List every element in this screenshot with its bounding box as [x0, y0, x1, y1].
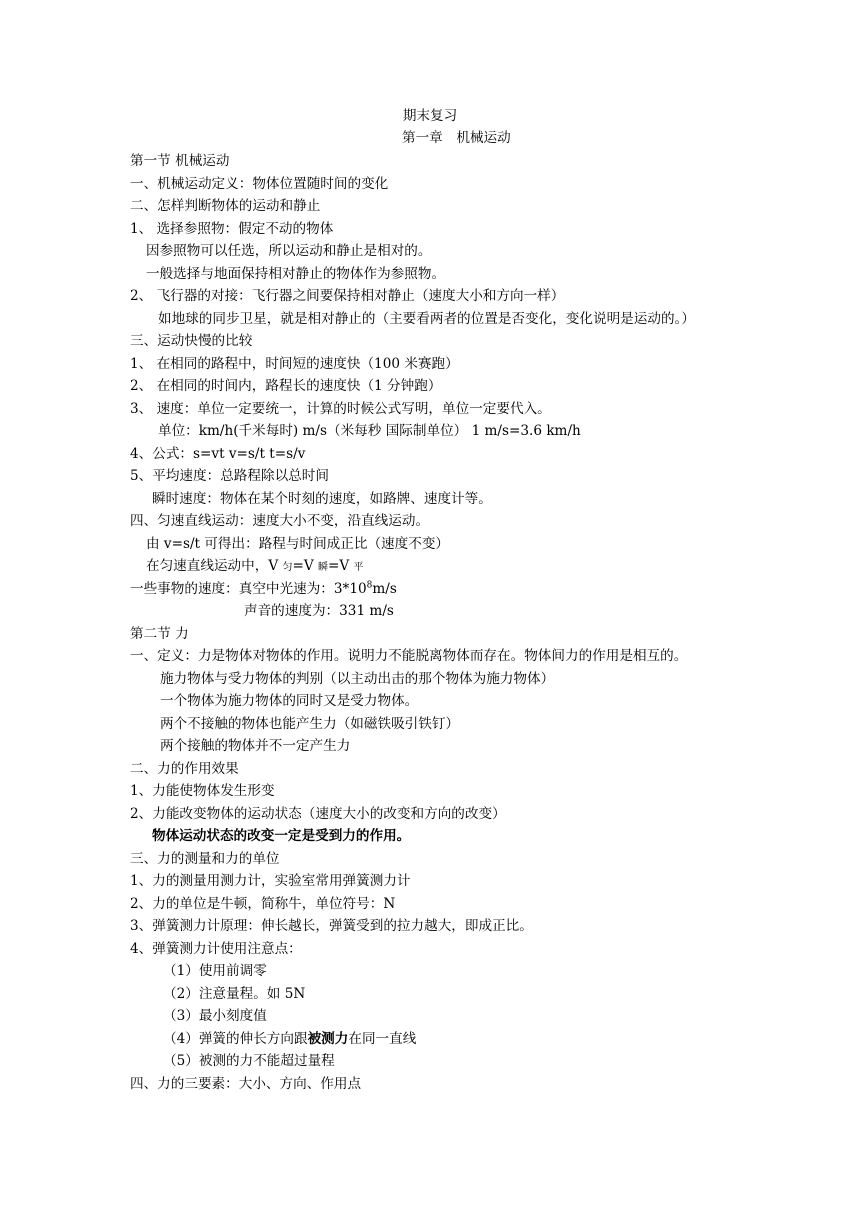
subscript-text: 平	[353, 562, 364, 573]
text-line: 2、力的单位是牛顿，简称牛，单位符号：N	[130, 896, 396, 912]
text-span: m/s	[372, 581, 397, 597]
text-line: 5、平均速度：总路程除以总时间	[130, 468, 329, 484]
text-line: 4、公式：s=vt v=s/t t=s/v	[130, 446, 306, 462]
text-line: 一个物体为施力物体的同时又是受力物体。	[160, 693, 419, 709]
superscript-text: 8	[366, 580, 373, 591]
text-line: 二、怎样判断物体的运动和静止	[130, 198, 321, 214]
list-item: （5）被测的力不能超过量程	[163, 1053, 335, 1069]
text-line: 2、 在相同的时间内，路程长的速度快（1 分钟跑）	[130, 378, 442, 394]
list-item	[163, 1029, 416, 1049]
text-line: 瞬时速度：物体在某个时刻的速度，如路牌、速度计等。	[152, 491, 492, 507]
text-line: 单位：km/h(千米每时) m/s（米每秒 国际制单位） 1 m/s=3.6 km/h	[158, 423, 581, 439]
section-heading-2: 第二节 力	[130, 626, 189, 642]
bold-text-span: 被测力	[307, 1031, 349, 1047]
subscript-text: 瞬	[318, 562, 329, 573]
text-line: 1、力能使物体发生形变	[130, 783, 275, 799]
text-line: 三、运动快慢的比较	[130, 333, 253, 349]
text-line: 3、 速度：单位一定要统一，计算的时候公式写明，单位一定要代入。	[130, 401, 551, 417]
text-line: 两个接触的物体并不一定产生力	[160, 738, 351, 754]
text-line: 4、弹簧测力计使用注意点：	[130, 941, 302, 957]
list-item: （1）使用前调零	[163, 963, 267, 979]
text-line: 1、力的测量用测力计，实验室常用弹簧测力计	[130, 873, 411, 889]
text-line: 四、力的三要素：大小、方向、作用点	[130, 1076, 362, 1092]
text-line: 一般选择与地面保持相对静止的物体作为参照物。	[146, 266, 446, 282]
text-line: 1、 在相同的路程中，时间短的速度快（100 米赛跑）	[130, 356, 459, 372]
text-span: =V	[292, 558, 319, 574]
text-line: 1、 选择参照物：假定不动的物体	[130, 221, 334, 237]
text-line: 二、力的作用效果	[130, 761, 239, 777]
text-span: 在同一直线	[348, 1031, 417, 1047]
text-line	[146, 556, 364, 576]
text-line: 由 v=s/t 可得出：路程与时间成正比（速度不变）	[146, 536, 450, 552]
text-line: 两个不接触的物体也能产生力（如磁铁吸引铁钉）	[160, 716, 460, 732]
text-line: 因参照物可以任选，所以运动和静止是相对的。	[146, 243, 432, 259]
text-line: 施力物体与受力物体的判别（以主动出击的那个物体为施力物体）	[160, 671, 555, 687]
chapter-title: 第一章 机械运动	[402, 130, 511, 146]
text-span: （4）弹簧的伸长方向跟	[163, 1031, 308, 1047]
text-line: 声音的速度为：331 m/s	[244, 603, 394, 619]
text-line: 一、定义：力是物体对物体的作用。说明力不能脱离物体而存在。物体间力的作用是相互的。	[130, 648, 688, 664]
text-line: 如地球的同步卫星，就是相对静止的（主要看两者的位置是否变化，变化说明是运动的。）	[158, 311, 695, 327]
text-line: 3、弹簧测力计原理：伸长越长，弹簧受到的拉力越大，即成正比。	[130, 918, 533, 934]
text-line: 四、匀速直线运动：速度大小不变，沿直线运动。	[130, 513, 430, 529]
text-span: =V	[328, 558, 354, 574]
bold-text-line: 物体运动状态的改变一定是受到力的作用。	[152, 828, 411, 844]
text-line: 2、 飞行器的对接：飞行器之间要保持相对静止（速度大小和方向一样）	[130, 288, 565, 304]
text-line	[130, 579, 397, 599]
list-item: （3）最小刻度值	[163, 1008, 267, 1024]
text-line: 2、力能改变物体的运动状态（速度大小的改变和方向的改变）	[130, 806, 506, 822]
subscript-text: 匀	[282, 562, 293, 573]
text-line: 一、机械运动定义：物体位置随时间的变化	[130, 176, 389, 192]
doc-title: 期末复习	[402, 108, 458, 124]
text-span: 在匀速直线运动中，V	[146, 558, 283, 574]
text-span: 一些事物的速度：真空中光速为：3*10	[130, 581, 367, 597]
section-heading-1: 第一节 机械运动	[130, 153, 230, 169]
list-item: （2）注意量程。如 5N	[163, 986, 306, 1002]
text-line: 三、力的测量和力的单位	[130, 851, 280, 867]
